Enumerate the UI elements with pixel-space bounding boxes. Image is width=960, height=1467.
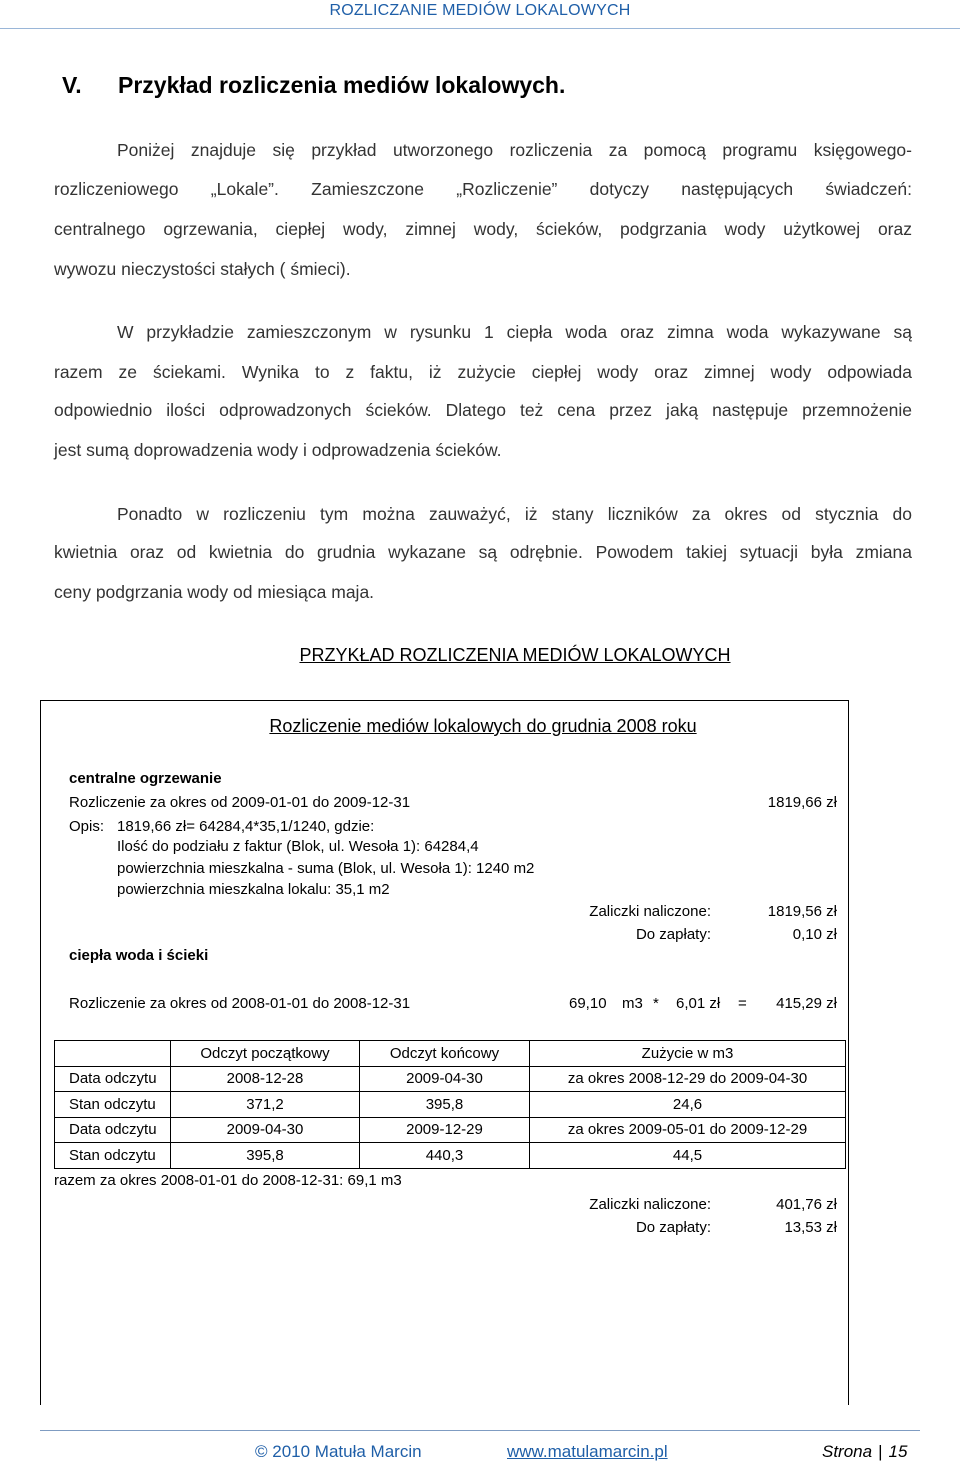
paragraph-line: razem ze ściekami. Wynika to z faktu, iż zużycie ciepłej wody oraz zimnej wody odpowiada [54,362,912,382]
water-due-label: Do zapłaty: [635,1219,711,1236]
water-quantity: 69,10 [569,995,607,1012]
co-detail: powierzchnia mieszkalna lokalu: 35,1 m2 [117,881,390,898]
co-detail: powierzchnia mieszkalna - suma (Blok, ul. Wesoła 1): 1240 m2 [117,860,535,877]
table-header-cell [55,1041,171,1067]
statement-title: Rozliczenie mediów lokalowych do grudnia 2008 roku [269,716,697,736]
paragraph-line: odpowiednio ilości odprowadzonych ścieków. Dlatego też cena przez jaką następuje przemnożenie [54,400,912,420]
paragraph-line: centralnego ogrzewania, ciepłej wody, zimnej wody, ścieków, podgrzania wody użytkowej oraz [54,219,912,239]
table-cell: 2009-04-30 [360,1066,530,1092]
running-header: ROZLICZANIE MEDIÓW LOKALOWYCH [329,2,631,19]
table-cell: 440,3 [360,1143,530,1169]
co-due-value: 0,10 zł [792,926,837,943]
table-cell: Stan odczytu [55,1092,171,1118]
table-cell: 2008-12-28 [171,1066,360,1092]
page-label: Strona [822,1442,873,1461]
example-title: PRZYKŁAD ROZLICZENIA MEDIÓW LOKALOWYCH [299,645,731,665]
table-row [55,1143,846,1169]
water-times-sign: * [653,995,659,1012]
water-heading: ciepła woda i ścieki [69,947,209,964]
water-advances-value: 401,76 zł [776,1196,837,1213]
table-header-cell: Odczyt końcowy [360,1041,530,1067]
footer-copyright: © 2010 Matuła Marcin [255,1442,422,1461]
footer-divider [40,1430,920,1431]
statement-frame-left [40,700,41,1405]
table-cell: 24,6 [530,1092,846,1118]
page-number: 15 [888,1442,908,1461]
table-cell: 395,8 [171,1143,360,1169]
page-separator: | [878,1442,883,1461]
co-advances-value: 1819,56 zł [767,903,837,920]
co-period: Rozliczenie za okres od 2009-01-01 do 2009-12-31 [69,794,411,811]
co-heading: centralne ogrzewanie [69,770,222,787]
water-due-value: 13,53 zł [784,1219,837,1236]
table-cell: 395,8 [360,1092,530,1118]
table-cell: 2009-12-29 [360,1117,530,1143]
co-detail: Ilość do podziału z faktur (Blok, ul. Wesoła 1): 64284,4 [117,838,479,855]
water-advances-label: Zaliczki naliczone: [589,1196,711,1213]
water-price: 6,01 zł [676,995,721,1012]
paragraph-line: Ponadto w rozliczeniu tym można zauważyć, iż stany liczników za okres od stycznia do [117,504,912,524]
table-cell: 44,5 [530,1143,846,1169]
table-cell: 2009-04-30 [171,1117,360,1143]
table-cell: Stan odczytu [55,1143,171,1169]
table-cell: Data odczytu [55,1066,171,1092]
paragraph-line: Poniżej znajduje się przykład utworzonego rozliczenia za pomocą programu księgowego- [117,140,912,160]
water-total: 415,29 zł [776,995,837,1012]
paragraph-line: wywozu nieczystości stałych ( śmieci). [54,259,351,279]
paragraph-line: rozliczeniowego „Lokale”. Zamieszczone „Rozliczenie” dotyczy następujących świadczeń: [54,179,912,199]
table-row [55,1092,846,1118]
section-number: V. [62,72,82,98]
statement-frame-right [848,700,849,1405]
table-cell: Data odczytu [55,1117,171,1143]
section-title: Przykład rozliczenia mediów lokalowych. [118,72,566,98]
statement-frame-top [40,700,849,701]
water-summary: razem za okres 2008-01-01 do 2008-12-31: 69,1 m3 [54,1172,402,1189]
table-cell: 371,2 [171,1092,360,1118]
table-header-row [55,1041,846,1067]
table-header-cell: Odczyt początkowy [171,1041,360,1067]
water-unit: m3 [622,995,643,1012]
footer-page-info [822,1442,907,1462]
table-row [55,1117,846,1143]
water-period: Rozliczenie za okres od 2008-01-01 do 2008-12-31 [69,995,411,1012]
footer-website-link[interactable]: www.matulamarcin.pl [507,1442,668,1461]
co-opis-formula: 1819,66 zł= 64284,4*35,1/1240, gdzie: [117,818,375,835]
table-cell: za okres 2008-12-29 do 2009-04-30 [530,1066,846,1092]
paragraph-line: W przykładzie zamieszczonym w rysunku 1 ciepła woda oraz zimna woda wykazywane są [117,322,912,342]
water-equals-sign: = [738,995,747,1012]
paragraph-line: ceny podgrzania wody od miesiąca maja. [54,582,375,602]
table-header-cell: Zużycie w m3 [530,1041,846,1067]
section-heading [62,72,565,99]
header-divider [0,28,960,29]
co-opis-label: Opis: [69,818,105,835]
co-amount: 1819,66 zł [767,794,837,811]
meter-readings-table [54,1040,846,1169]
table-row [55,1066,846,1092]
paragraph-line: jest sumą doprowadzenia wody i odprowadzenia ścieków. [54,440,502,460]
paragraph-line: kwietnia oraz od kwietnia do grudnia wykazane są odrębnie. Powodem takiej sytuacji była zmiana [54,542,912,562]
co-advances-label: Zaliczki naliczone: [589,903,711,920]
table-cell: za okres 2009-05-01 do 2009-12-29 [530,1117,846,1143]
co-due-label: Do zapłaty: [635,926,711,943]
